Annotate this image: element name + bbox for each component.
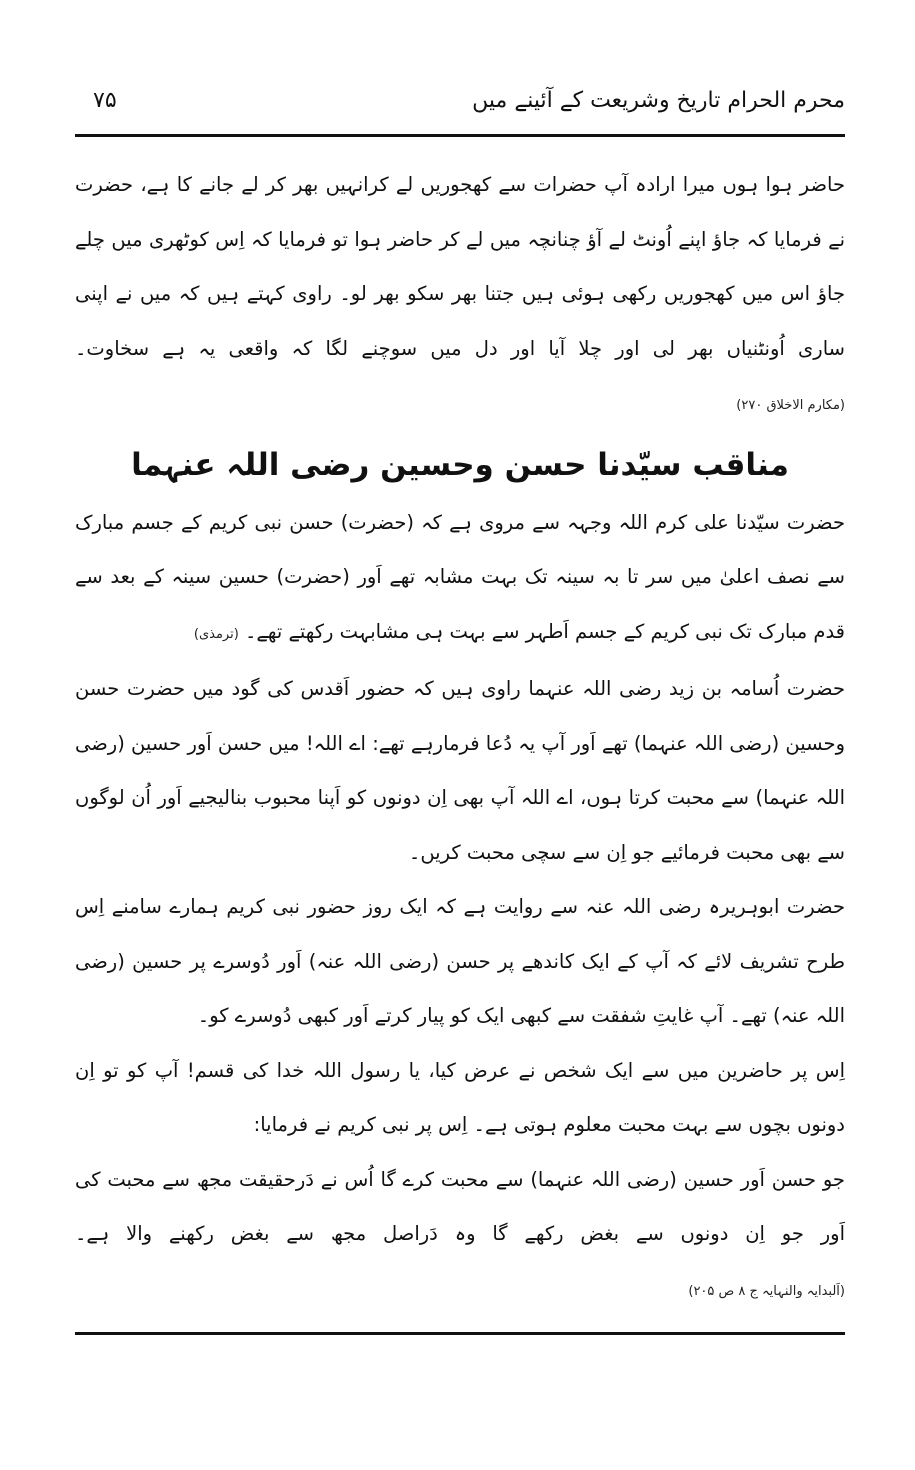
running-title: محرم الحرام تاریخ وشریعت کے آئینے میں [472, 88, 845, 113]
page-number: ۷۵ [93, 88, 117, 113]
citation: (ترمذی) [193, 626, 239, 642]
section-heading: مناقب سیّدنا حسن وحسین رضی اللہ عنہما [131, 446, 789, 483]
paragraph-generosity [75, 158, 845, 434]
paragraph-text: حضرت ابوہریرہ رضی اللہ عنہ سے روایت ہے کہ ایک روز حضور نبی کریم ہمارے سامنے اِس طرح تشریف لائے کہ آپ کے ایک کاندھے پر حسن (رضی اللہ عنہ) اَور دُوسرے پر حسین (رضی اللہ عنہ) تھے۔ آپ غایتِ شفقت سے کبھی ایک کو پیار کرتے اَور کبھی دُوسرے کو۔ [75, 895, 845, 1027]
paragraph-abu-hurairah-narration [75, 880, 845, 1044]
paragraph-resemblance [75, 496, 845, 663]
paragraph-text: جو حسن اَور حسین (رضی اللہ عنہما) سے محبت کرے گا اُس نے دَرحقیقت مجھ سے محبت کی اَور جو اِن دونوں سے بغض رکھے گا وہ دَراصل مجھ سے بغض رکھنے والا ہے۔ [75, 1167, 845, 1245]
paragraph-text: حضرت اُسامہ بن زید رضی اللہ عنہما راوی ہیں کہ حضور اَقدس کی گود میں حضرت حسن وحسین (رضی اللہ عنہما) تھے اَور آپ یہ دُعا فرمارہے تھے: اے اللہ! میں حسن اَور حسین (رضی اللہ عنہما) سے محبت کرتا ہوں، اے اللہ آپ بھی اِن دونوں کو اَپنا محبوب بنالیجیے اَور اُن لوگوں سے بھی محبت فرمائیے جو اِن سے سچی محبت کریں۔ [75, 677, 845, 864]
citation: (اَلبدایہ والنہایہ ج ۸ ص ۲۰۵) [688, 1283, 845, 1299]
page-body [75, 158, 845, 1319]
paragraph-text: اِس پر حاضرین میں سے ایک شخص نے عرض کیا، یا رسول اللہ خدا کی قسم! آپ کو تو اِن دونوں بچوں سے بہت محبت معلوم ہوتی ہے۔ اِس پر نبی کریم نے فرمایا: [75, 1058, 845, 1136]
paragraph-prophet-reply [75, 1153, 845, 1320]
book-page [75, 78, 845, 1378]
paragraph-usama-narration [75, 662, 845, 880]
footer-rule [75, 1332, 845, 1335]
page-header [75, 78, 845, 132]
header-rule [75, 134, 845, 137]
paragraph-companion-question [75, 1044, 845, 1153]
paragraph-text: حاضر ہوا ہوں میرا ارادہ آپ حضرات سے کھجوریں لے کرانہیں بھر کر لے جانے کا ہے، حضرت نے فرمایا کہ جاؤ اپنے اُونٹ لے آؤ چنانچہ میں لے کر حاضر ہوا تو فرمایا کہ اِس کوٹھری میں چلے جاؤ اس میں کھجوریں رکھی ہوئی ہیں جتنا بھر سکو بھر لو۔ راوی کہتے ہیں کہ میں نے اپنی ساری اُونٹنیاں بھر لی اور چلا آیا اور دل میں سوچنے لگا کہ واقعی یہ ہے سخاوت۔ [75, 173, 845, 360]
paragraph-text: حضرت سیّدنا علی کرم اللہ وجہہ سے مروی ہے کہ (حضرت) حسن نبی کریم کے جسم مبارک سے نصف اعلیٰ میں سر تا بہ سینہ تک بہت مشابہ تھے اَور (حضرت) حسین سینہ کے بعد سے قدم مبارک تک نبی کریم کے جسم اَطہر سے بہت ہی مشابہت رکھتے تھے۔ [75, 510, 845, 643]
citation: (مکارم الاخلاق ۲۷۰) [736, 398, 845, 413]
